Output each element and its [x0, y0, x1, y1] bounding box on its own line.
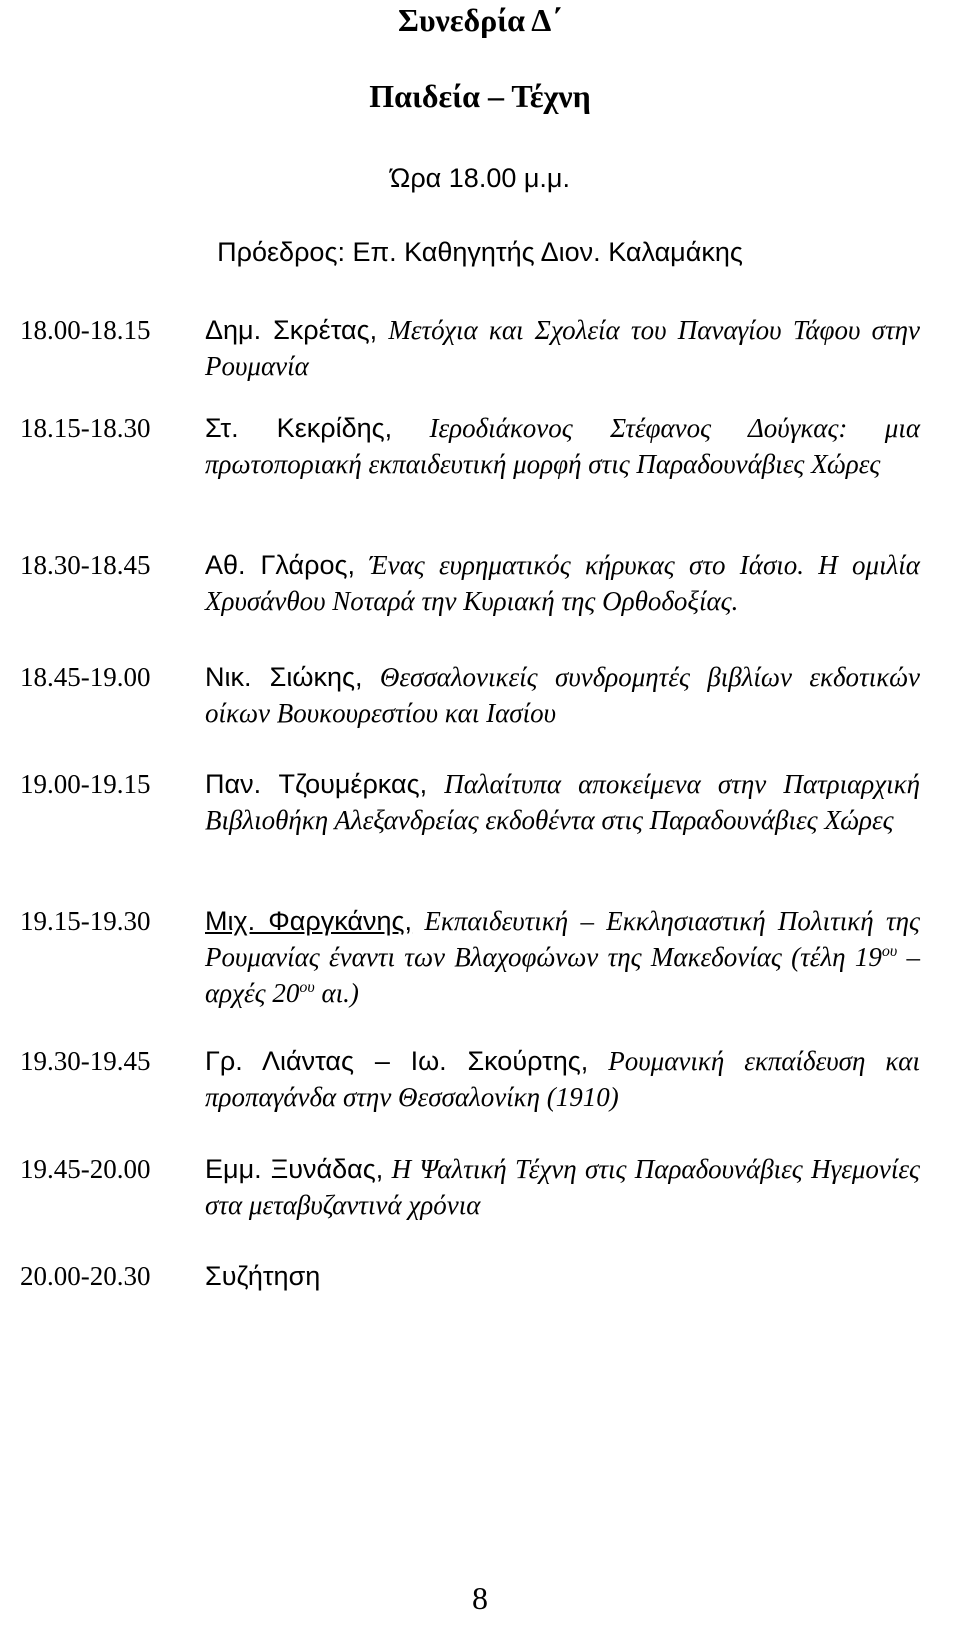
ordinal-suffix: ου	[299, 979, 315, 996]
program-entry	[205, 410, 920, 482]
speaker-name: Αθ. Γλάρος,	[205, 550, 356, 580]
paper-title: Παλαίτυπα αποκείμενα στην Πατριαρχική Βιβλιοθήκη Αλεξανδρείας εκδοθέντα στις Παραδουνάβιες Χώρες	[205, 769, 920, 835]
program-time: 18.30-18.45	[20, 550, 151, 580]
speaker-name: Παν. Τζουμέρκας,	[205, 769, 428, 799]
paper-title: Η Ψαλτική Τέχνη στις Παραδουνάβιες Ηγεμονίες στα μεταβυζαντινά χρόνια	[205, 1154, 921, 1220]
program-entry	[205, 766, 920, 838]
program-time: 19.00-19.15	[20, 769, 151, 799]
discussion-label: Συζήτηση	[205, 1261, 321, 1291]
session-theme: Παιδεία – Τέχνη	[369, 78, 591, 114]
program-time: 18.00-18.15	[20, 315, 151, 345]
program-time: 19.30-19.45	[20, 1046, 151, 1076]
page-number: 8	[472, 1580, 488, 1616]
program-entry	[205, 312, 920, 384]
program-entry	[205, 547, 920, 619]
program-time: 18.15-18.30	[20, 413, 151, 443]
paper-title: Ρουμανική εκπαίδευση και προπαγάνδα στην Θεσσαλονίκη (1910)	[205, 1046, 920, 1112]
paper-title: Ιεροδιάκονος Στέφανος Δούγκας: μια πρωτοποριακή εκπαιδευτική μορφή στις Παραδουνάβιες Χώρες	[205, 413, 921, 479]
paper-title: Εκπαιδευτική – Εκκλησιαστική Πολιτική της Ρουμανίας έναντι των Βλαχοφώνων της Μακεδονίας (τέλη $19^{o\upsilon}$ – αρχές $20^{o\upsilon}$ αι.)	[205, 906, 920, 1008]
program-entry	[205, 659, 920, 731]
speaker-name: Νικ. Σιώκης,	[205, 662, 363, 692]
program-entry	[205, 1258, 920, 1294]
session-chair: Πρόεδρος: Επ. Καθηγητής Διον. Καλαμάκης	[217, 237, 743, 267]
program-entry	[205, 1151, 920, 1223]
program-time: 19.15-19.30	[20, 906, 151, 936]
program-time: 20.00-20.30	[20, 1261, 151, 1291]
program-time: 18.45-19.00	[20, 662, 151, 692]
session-title: Συνεδρία Δ΄	[398, 2, 562, 38]
speaker-name: Μιχ. Φαργκάνης,	[205, 906, 413, 936]
paper-title: Θεσσαλονικείς συνδρομητές βιβλίων εκδοτικών οίκων Βουκουρεστίου και Ιασίου	[205, 662, 920, 728]
speaker-name: Εμμ. Ξυνάδας,	[205, 1154, 384, 1184]
paper-title: Ένας ευρηματικός κήρυκας στο Ιάσιο. Η ομιλία Χρυσάνθου Νοταρά την Κυριακή της Ορθοδοξίας.	[205, 550, 920, 616]
program-entry	[205, 1043, 920, 1115]
paper-title: Μετόχια και Σχολεία του Παναγίου Τάφου στην Ρουμανία	[205, 315, 920, 381]
session-time: Ώρα 18.00 μ.μ.	[390, 163, 570, 193]
program-time: 19.45-20.00	[20, 1154, 151, 1184]
speaker-name: Γρ. Λιάντας – Ιω. Σκούρτης,	[205, 1046, 589, 1076]
ordinal-suffix: ου	[881, 943, 898, 960]
program-entry	[205, 903, 920, 1011]
speaker-name: Στ. Κεκρίδης,	[205, 413, 393, 443]
speaker-name: Δημ. Σκρέτας,	[205, 315, 378, 345]
